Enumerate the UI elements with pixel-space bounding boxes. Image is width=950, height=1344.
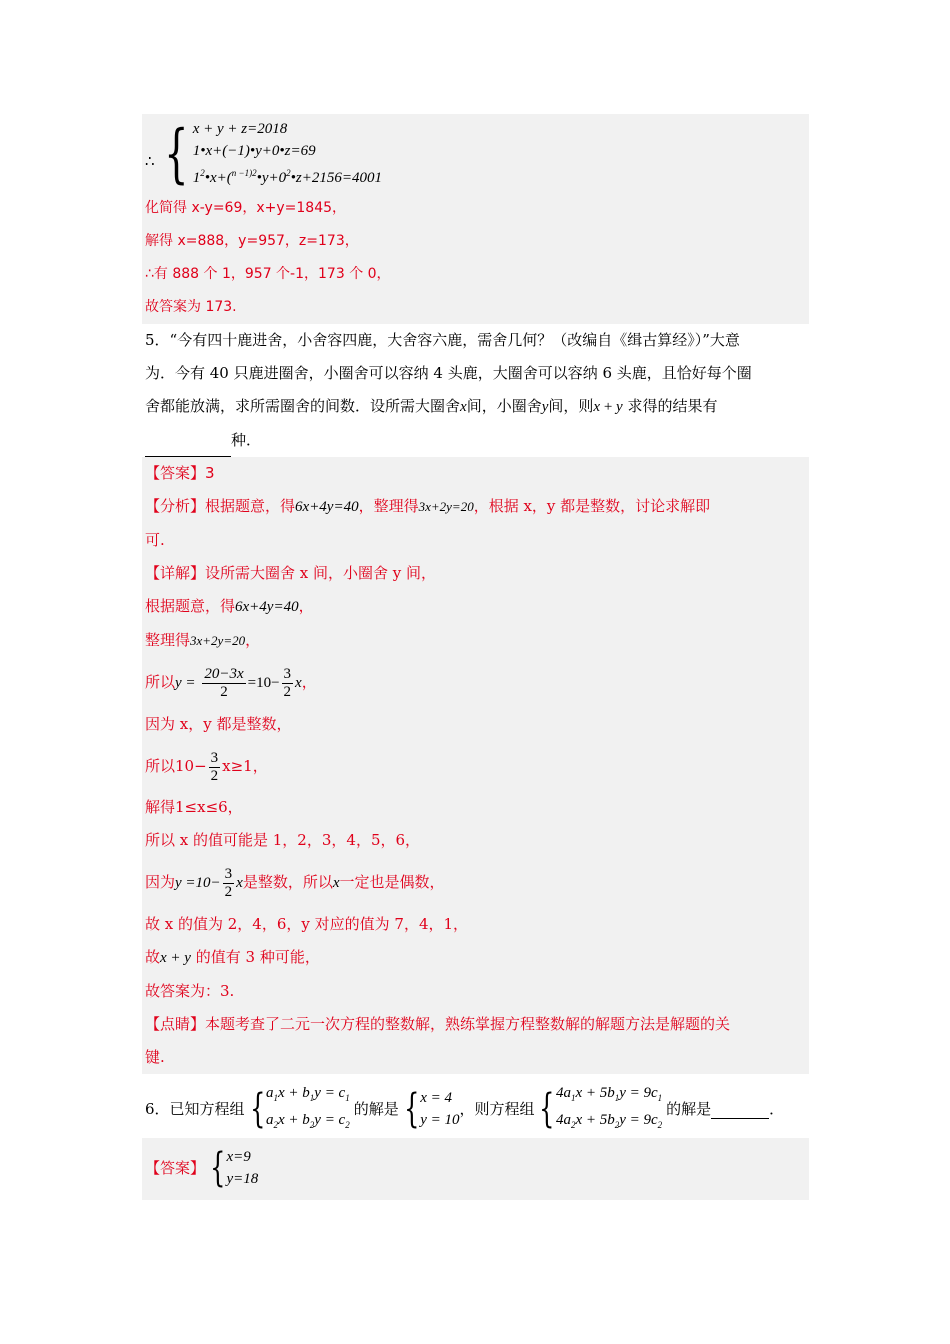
detail-5-eq2: 整理得3x+2y=20，	[145, 631, 261, 649]
count-line: ∴有 888 个 1，957 个-1，173 个 0，	[145, 266, 391, 282]
q5-line-1: 5．“今有四十鹿进舍，小舍容四鹿，大舍容六鹿，需舍几何？（改编自《缉古算经》）”大意	[145, 331, 740, 349]
detail-5-count: 故x + y 的值有 3 种可能，	[145, 948, 320, 966]
q5-line-3: 舍都能放满，求所需圈舍的间数．设所需大圈舍x间，小圈舍y间，则x + y 求得的结果有	[145, 397, 718, 415]
detail-5-eq1: 根据题意，得6x+4y=40，	[145, 597, 314, 615]
system-eq-1: x + y + z=2018	[192, 121, 288, 137]
q6-system-1: { $a_1x + b_1y = c_1$ $a_2x + b_2y = c_2$	[249, 1085, 350, 1132]
detail-5-range: 解得1≤x≤6，	[145, 798, 243, 816]
solution-block-6	[142, 1138, 809, 1200]
detail-5-frac: 所以y = $\frac{20-3x}{2}$ =10− $\frac{3}{2}$ x，	[145, 665, 317, 700]
question-6	[142, 1074, 809, 1138]
solution-block-4	[142, 114, 809, 324]
question-5	[142, 324, 809, 457]
detail-5-ineq: 所以10− $\frac{3}{2}$ x≥1，	[145, 749, 268, 784]
analysis-5-cont: 可.	[145, 531, 165, 549]
q6-answer-blank	[711, 1100, 769, 1119]
comment-5: 【点睛】本题考查了二元一次方程的整数解，熟练掌握方程整数解的解题方法是解题的关	[145, 1015, 731, 1033]
answer-6: 【答案】 { x=9 y=18	[145, 1145, 259, 1191]
solution-block-5	[142, 457, 809, 1074]
equation-system-1	[142, 118, 809, 192]
comment-5-cont: 键.	[145, 1048, 165, 1066]
answer-5: 【答案】3	[145, 464, 215, 482]
detail-5-pairs: 故 x 的值为 2，4，6，y 对应的值为 7，4，1，	[145, 915, 469, 933]
simplify-line: 化简得 x-y=69，x+y=1845，	[145, 200, 347, 216]
document-page	[142, 114, 809, 1200]
detail-5-values: 所以 x 的值可能是 1，2，3，4，5，6，	[145, 831, 421, 849]
solve-line: 解得 x=888，y=957，z=173，	[145, 233, 359, 249]
q5-line-2: 为．今有 40 只鹿进圈舍，小圈舍可以容纳 4 头鹿，大圈舍可以容纳 6 头鹿，且恰好每个圈	[145, 364, 752, 382]
detail-5: 【详解】设所需大圈舍 x 间，小圈舍 y 间，	[145, 564, 437, 582]
answer-blank	[145, 438, 231, 457]
system-brace: { x + y + z=2018 1•x+(−1)•y+0•z=69 $1^2•x+(^{n -1)2}•y+0^2•z+2156=4001$	[164, 116, 382, 191]
therefore-symbol: ∴	[145, 152, 155, 170]
q6-system-2: { $4a_1x + 5b_1y = 9c_1$ $4a_2x + 5b_2y = 9c_2$	[539, 1085, 663, 1132]
detail-5-answer: 故答案为：3.	[145, 982, 235, 1000]
q6-solution-1: { x = 4 y = 10	[403, 1086, 460, 1132]
system-eq-2: 1•x+(−1)•y+0•z=69	[192, 143, 316, 159]
q5-line-4: 种．	[142, 424, 809, 457]
answer-6-system: { x=9 y=18	[210, 1145, 259, 1191]
answer-line-4: 故答案为 173.	[145, 299, 237, 315]
detail-5-int: 因为 x，y 都是整数，	[145, 715, 292, 733]
q6-line: 6．已知方程组 { $a_1x + b_1y = c_1$ $a_2x + b_2y = c_2$ 的解是 { x = 4 y = 10 ，则方程组 { $4a_1x + 5b_1y = 9c_1$ $4a_2x + 5b_2y = 9c_2$ 的解是 ．	[142, 1082, 784, 1136]
detail-5-even: 因为y =10− $\frac{3}{2}$ x是整数，所以x一定也是偶数，	[145, 865, 445, 900]
system-eq-3: $1^2•x+(^{n -1)2}•y+0^2•z+2156=4001$	[192, 168, 382, 186]
analysis-5: 【分析】根据题意，得6x+4y=40，整理得3x+2y=20，根据 x，y 都是整数，讨论求解即	[145, 497, 711, 515]
